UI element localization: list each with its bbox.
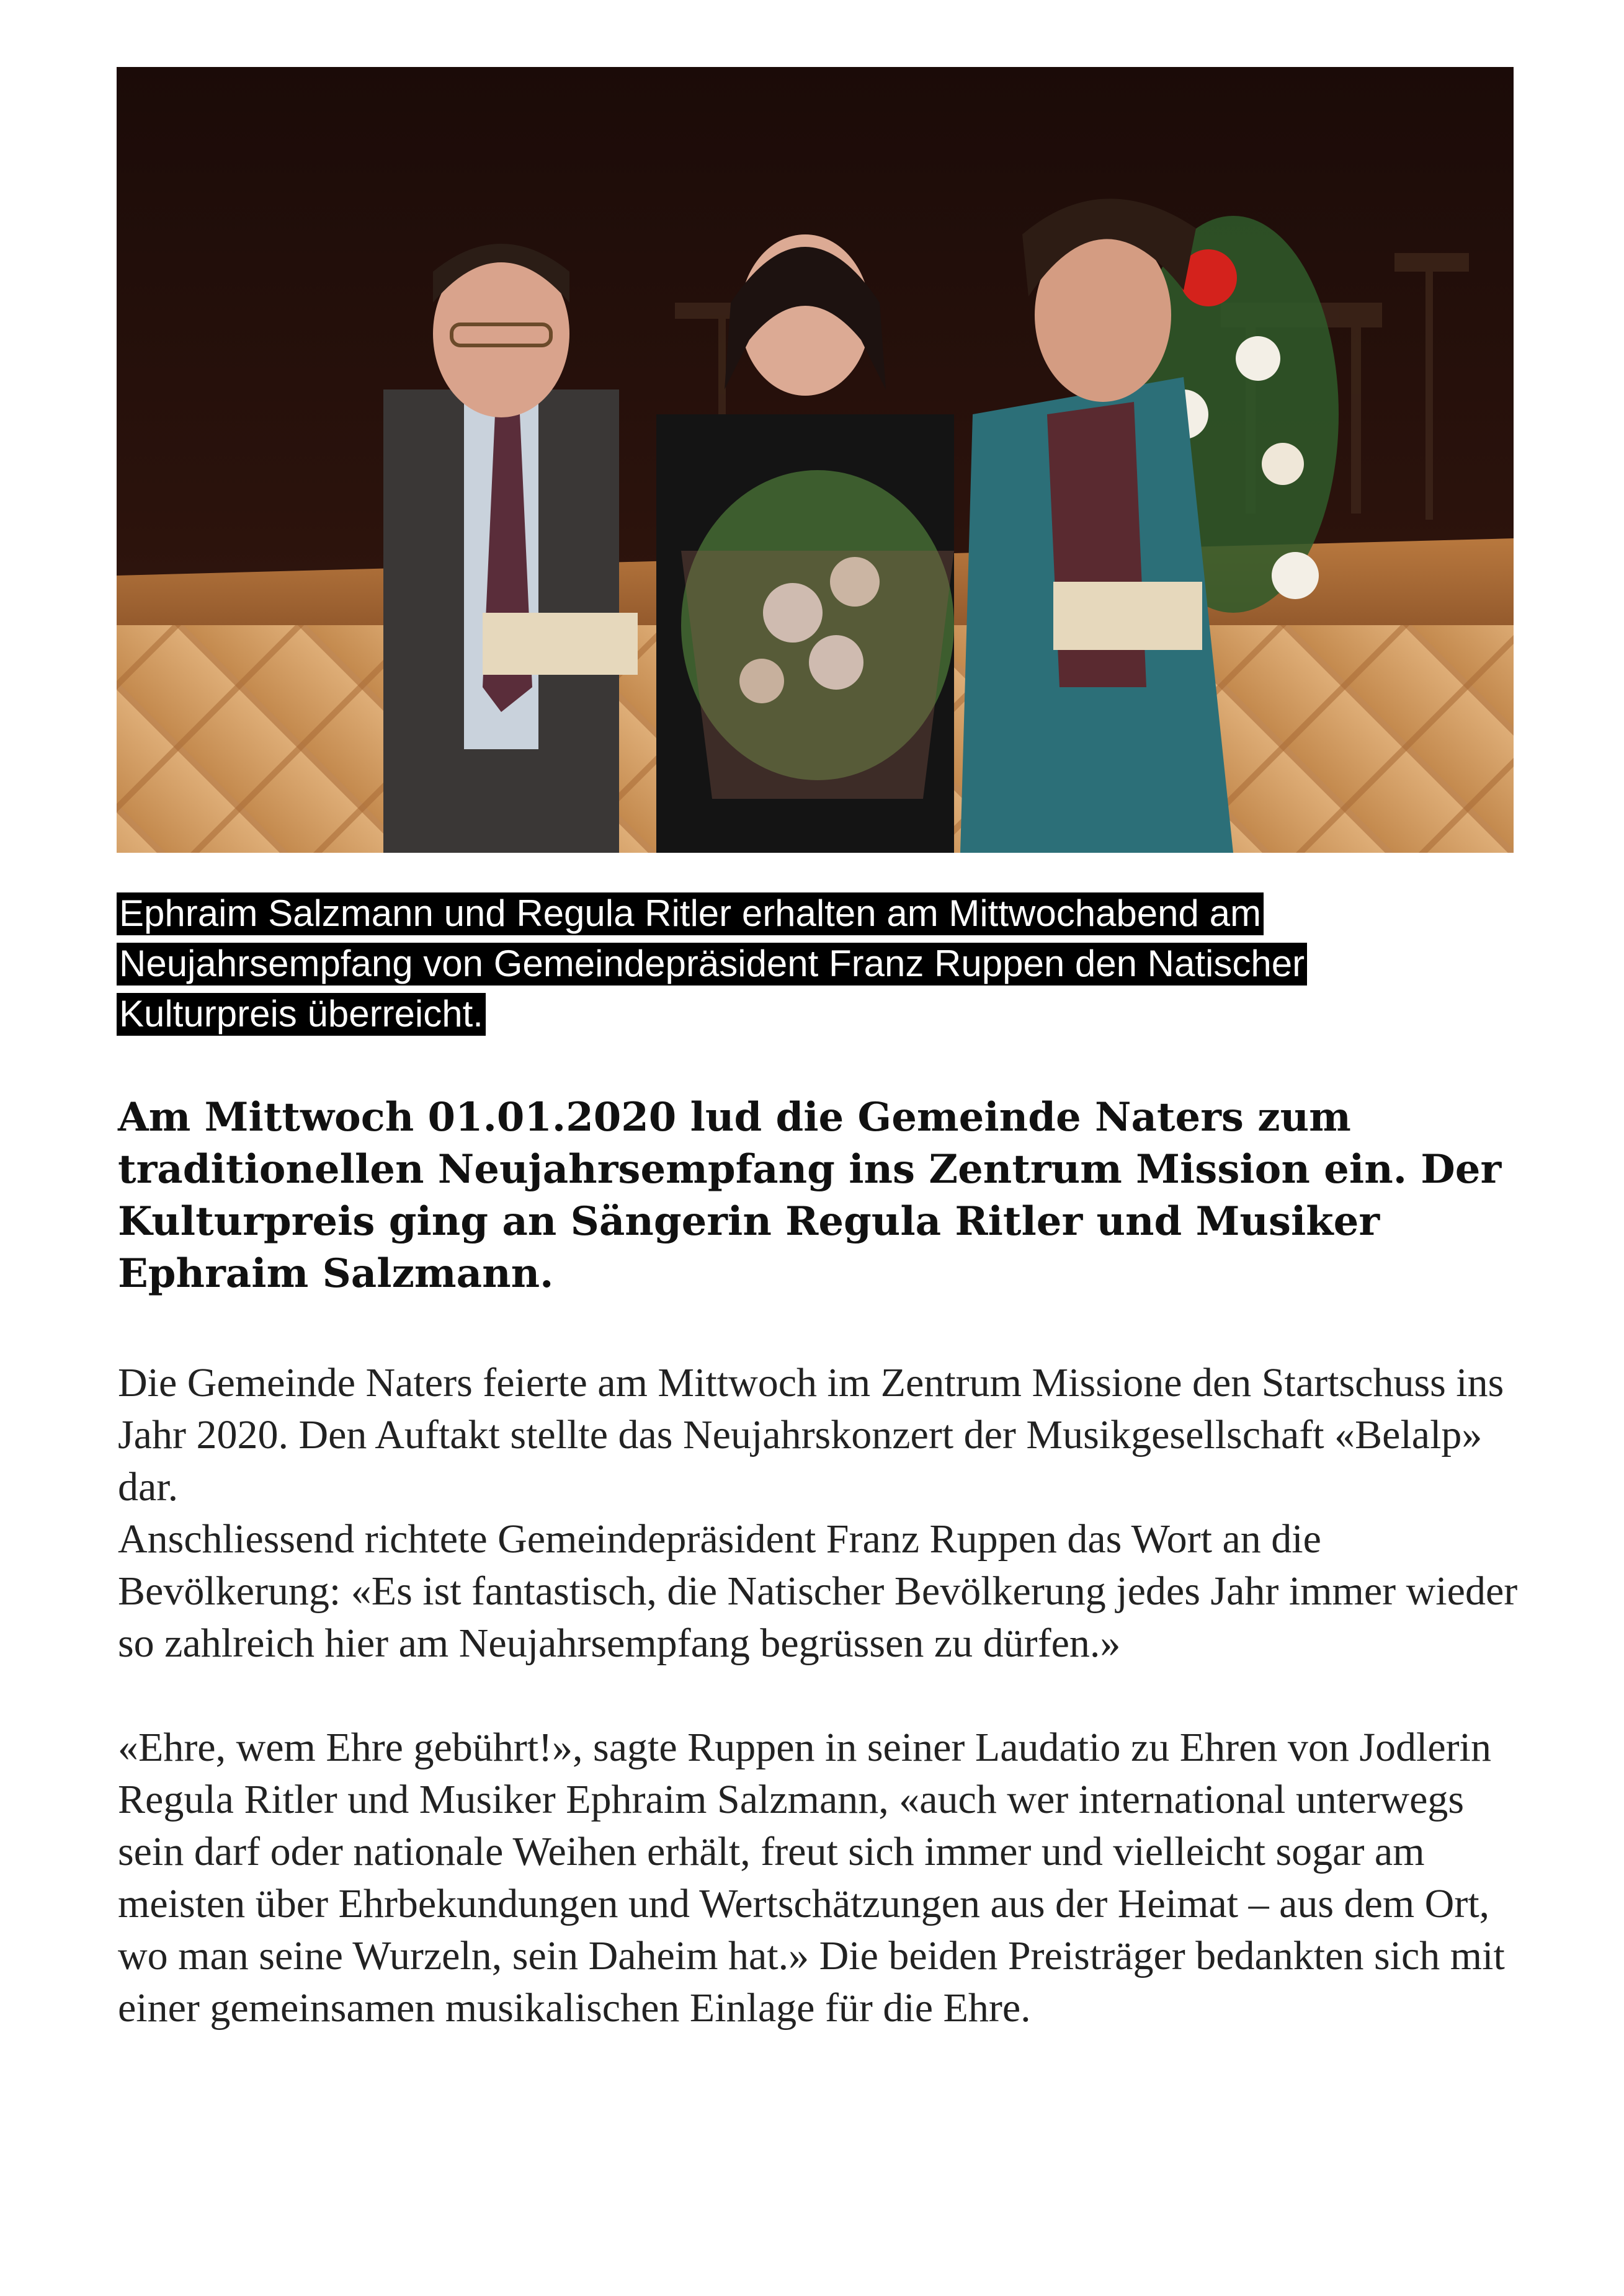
caption-line: Ephraim Salzmann und Regula Ritler erhalten am Mittwochabend am xyxy=(117,892,1264,935)
body-paragraph: Anschliessend richtete Gemeindepräsident Franz Ruppen das Wort an die Bevölkerung: «Es ist fantastisch, die Natischer Bevölkerung jedes Jahr immer wieder so zahlreich hier am Neujahrsempfang begrüssen zu dürfen.» xyxy=(118,1516,1518,1666)
caption-line: Neujahrsempfang von Gemeindepräsident Franz Ruppen den Natischer xyxy=(117,943,1307,986)
caption-line: Kulturpreis überreicht. xyxy=(117,993,486,1036)
paragraph-spacer xyxy=(118,1670,1520,1722)
article-body xyxy=(118,1357,1520,2034)
photo-caption xyxy=(117,888,1520,1039)
award-photo-image xyxy=(117,67,1514,853)
body-paragraph: «Ehre, wem Ehre gebührt!», sagte Ruppen in seiner Laudatio zu Ehren von Jodlerin Regula Ritler und Musiker Ephraim Salzmann, «auch wer international unterwegs sein darf oder nationale Weihen erhält, freut sich immer und vielleicht sogar am meisten über Ehrbekundungen und Wertschätzungen aus der Heimat – aus dem Ort, wo man seine Wurzeln, sein Daheim hat.» Die beiden Preisträger bedankten sich mit einer gemeinsamen musikalischen Einlage für die Ehre. xyxy=(118,1725,1505,2031)
award-photo xyxy=(117,67,1514,853)
body-paragraph: Die Gemeinde Naters feierte am Mittwoch im Zentrum Missione den Startschuss ins Jahr 2020. Den Auftakt stellte das Neujahrskonzert der Musikgesellschaft «Belalp» dar. xyxy=(118,1360,1504,1510)
article-lead: Am Mittwoch 01.01.2020 lud die Gemeinde Naters zum traditionellen Neujahrsempfang ins Zentrum Mission ein. Der Kulturpreis ging an Sängerin Regula Ritler und Musiker Ephraim Salzmann. xyxy=(118,1094,1502,1297)
